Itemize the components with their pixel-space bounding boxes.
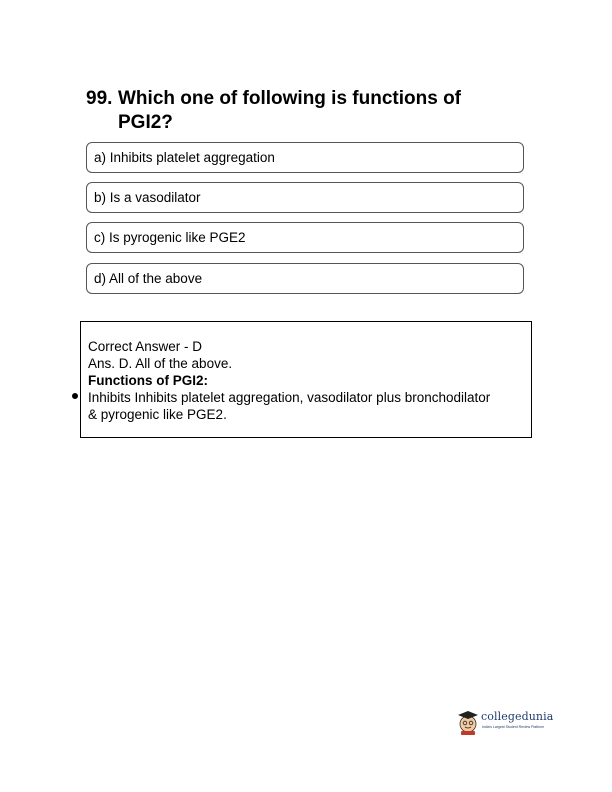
option-c[interactable]: c) Is pyrogenic like PGE2 — [86, 222, 524, 253]
question-text — [86, 87, 526, 135]
explanation-bullet-line-2: & pyrogenic like PGE2. — [88, 407, 227, 422]
question-line-1: Which one of following is functions of — [118, 88, 462, 109]
bullet-dot-icon — [72, 393, 78, 399]
explanation-heading: Functions of PGI2: — [88, 373, 208, 388]
question-line-2: PGI2? — [118, 112, 173, 133]
explanation-bullet-line-1: Inhibits Inhibits platelet aggregation, vasodilator plus bronchodilator — [88, 390, 491, 405]
mascot-logo-icon — [456, 708, 480, 736]
collegedunia-logo — [456, 708, 556, 736]
correct-answer-text: Correct Answer - D — [88, 339, 203, 354]
option-d[interactable]: d) All of the above — [86, 263, 524, 294]
logo-name: collegedunia — [481, 710, 554, 723]
answer-explanation-box — [80, 321, 532, 438]
answer-statement: Ans. D. All of the above. — [88, 356, 233, 371]
logo-tagline: India's Largest Student Review Platform — [482, 725, 545, 729]
option-b[interactable]: b) Is a vasodilator — [86, 182, 524, 213]
question-number: 99. — [86, 88, 113, 109]
option-a[interactable]: a) Inhibits platelet aggregation — [86, 142, 524, 173]
